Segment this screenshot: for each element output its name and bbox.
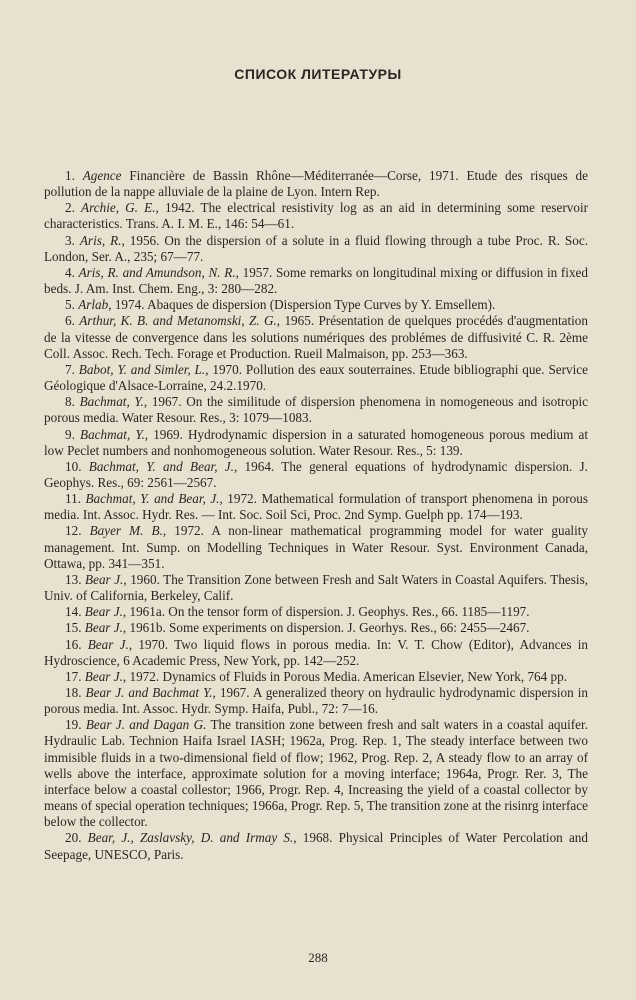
reference-item: [44, 604, 588, 620]
reference-authors: Bear, J., Zaslavsky, D. and Irmay S.: [87, 830, 294, 846]
reference-text: , 1967. On the similitude of dispersion phenomena in nomogeneous and isotropic porous media. Water Resour. Res., 3: 1079—1083.: [44, 394, 588, 426]
reference-number: 14.: [65, 604, 82, 620]
reference-authors: Bear J. and Bachmat Y.: [85, 685, 213, 700]
reference-text: , 1965. Présentation de quelques procédés d'augmentation de la vitesse de convergence dans les solutions numériques des problémes de diffusivité C. R. 2ème Coll. Assoc. Rech. Tech. Forage et Production. Rueil Malmaison, pp. 253—363.: [44, 313, 588, 361]
reference-number: 17.: [65, 668, 82, 684]
reference-item: [44, 830, 588, 862]
reference-text: , 1942. The electrical resistivity log as an aid in determining some reservoir characteristics. Trans. A. I. M. E., 146: 54—61.: [44, 200, 589, 232]
reference-item: [44, 297, 588, 313]
reference-text: , 1970. Pollution des eaux souterraines. Etude bibliographi que. Service Géologique d'Alsace-Lorraine, 24.2.1970.: [44, 361, 588, 394]
reference-item: [44, 685, 588, 717]
reference-item: [44, 394, 588, 426]
reference-text: , 1956. On the dispersion of a solute in a fluid flowing through a tube Proc. R. Soc. London, Ser. A., 235; 67—77.: [44, 232, 589, 264]
reference-number: 10.: [65, 458, 82, 474]
reference-authors: Babot, Y. and Simler, L.: [78, 361, 206, 377]
reference-text: , 1957. Some remarks on longitudinal mixing or diffusion in fixed beds. J. Am. Inst. Chem. Eng., 3: 280—282.: [44, 264, 588, 297]
reference-item: [44, 717, 588, 830]
reference-text: , 1964. The general equations of hydrodynamic dispersion. J. Geophys. Res., 69: 2561—2567.: [44, 458, 588, 490]
reference-text: , 1967. A generalized theory on hydraulic hydrodynamic dispersion in porous media. Int. Assoc. Hydr. Symp. Haifa, Publ., 72: 7—16.: [44, 685, 588, 717]
reference-number: 6.: [65, 313, 75, 329]
reference-text: , 1960. The Transition Zone between Fresh and Salt Waters in Coastal Aquifers. Thesis, Univ. of California, Berkeley, Calif.: [44, 571, 589, 604]
reference-text: The transition zone between fresh and salt waters in a coastal aquifer. Hydraulic Lab. Technion Haifa Israel IASH; 1962a, Prog. Rep. 1, The steady interface between two immisible fluids in a two-dimensional field of flow; 1962, Prog. Rep. 2, A steady flow to an array of wells above the interface, approximate solution for a moving interface; 1964a, Progr. Rer. 3, The interface below a coastal collestor; 1966, Progr. Rep. 4, Increasing the yield of a coastal collector by means of special operation techniques; 1966a, Progr. Rep. 5, The transition zone at the risinrg interface below the collector.: [44, 717, 588, 830]
reference-item: [44, 637, 588, 669]
reference-authors: Bachmat, Y.: [79, 394, 144, 410]
reference-text: , 1970. Two liquid flows in porous media. In: V. T. Chow (Editor), Advances in Hydroscience, 6 Academic Press, New York, pp. 142—252.: [44, 636, 588, 668]
page-title: СПИСОК ЛИТЕРАТУРЫ: [234, 66, 402, 82]
reference-item: [44, 572, 588, 604]
reference-text: , 1969. Hydrodynamic dispersion in a saturated homogeneous porous medium at low Peclet numbers and nonhomogeneous solution. Water Resour. Res., 5: 139.: [44, 426, 589, 458]
reference-number: 3.: [65, 232, 75, 248]
reference-authors: Agence: [82, 168, 122, 183]
reference-number: 15.: [65, 620, 82, 636]
reference-text: , 1972. Mathematical formulation of transport phenomena in porous media. Int. Assoc. Hydr. Res. — Int. Soc. Soil Sci, Proc. 2nd Symp. Guelph pp. 174—193.: [44, 491, 588, 523]
reference-authors: Archie, G. E.: [81, 200, 156, 216]
reference-number: 2.: [65, 200, 75, 216]
reference-number: 4.: [65, 264, 75, 280]
reference-list: [44, 168, 588, 863]
reference-number: 18.: [65, 685, 82, 700]
reference-text: , 1972. Dynamics of Fluids in Porous Media. American Elsevier, New York, 764 pp.: [122, 668, 568, 684]
reference-text: , 1961b. Some experiments on dispersion. J. Georhys. Res., 66: 2455—2467.: [122, 620, 530, 636]
reference-authors: Bear J. and Dagan G.: [85, 717, 207, 733]
reference-text: , 1974. Abaques de dispersion (Dispersion Type Curves by Y. Emsellem).: [108, 297, 496, 313]
reference-number: 5.: [65, 297, 75, 313]
reference-item: [44, 427, 588, 459]
reference-text: , 1968. Physical Principles of Water Percolation and Seepage, UNESCO, Paris.: [44, 830, 588, 862]
reference-number: 12.: [65, 523, 82, 539]
reference-item: [44, 168, 588, 200]
reference-text: , 1961a. On the tensor form of dispersion. J. Geophys. Res., 66. 1185—1197.: [122, 604, 530, 620]
reference-authors: Arthur, K. B. and Metanomski, Z. G.: [79, 313, 277, 329]
reference-item: [44, 620, 588, 636]
reference-authors: Bachmat, Y.: [80, 426, 145, 442]
reference-authors: Bear J.: [85, 571, 124, 587]
reference-item: [44, 200, 588, 232]
reference-item: [44, 491, 588, 523]
reference-item: [44, 265, 588, 297]
reference-number: 16.: [65, 636, 82, 652]
page-number: 288: [308, 950, 328, 965]
reference-number: 13.: [65, 571, 82, 587]
reference-text: Financière de Bassin Rhône—Méditerranée—Corse, 1971. Etude des risques de pollution de la nappe alluviale de la plaine de Lyon. Intern Rep.: [44, 168, 589, 200]
reference-authors: Bear J.: [84, 604, 123, 620]
reference-number: 1.: [65, 168, 75, 183]
reference-authors: Bear J.: [87, 636, 129, 652]
reference-authors: Aris, R. and Amundson, N. R.: [78, 264, 236, 280]
reference-authors: Aris, R.: [79, 232, 122, 248]
reference-item: [44, 362, 588, 394]
reference-number: 9.: [65, 426, 75, 442]
reference-number: 7.: [65, 361, 75, 377]
reference-number: 19.: [65, 717, 82, 733]
reference-authors: Bear J.: [84, 620, 123, 636]
reference-text: , 1972. A non-linear mathematical programming model for water guality management. Int. Sump. on Modelling Techniques in Water Resour. Syst. Environment Canada, Ottawa, pp. 341—351.: [44, 523, 589, 571]
reference-authors: Arlab: [78, 297, 109, 313]
reference-number: 20.: [65, 830, 82, 846]
reference-authors: Bear J.: [84, 668, 123, 684]
reference-item: [44, 313, 588, 361]
reference-item: [44, 523, 588, 571]
reference-authors: Bayer M. B.: [89, 523, 163, 539]
reference-number: 11.: [65, 491, 81, 507]
reference-authors: Bachmat, Y. and Bear, J.: [85, 491, 220, 507]
reference-item: [44, 233, 588, 265]
reference-item: [44, 669, 588, 685]
reference-item: [44, 459, 588, 491]
reference-authors: Bachmat, Y. and Bear, J.: [88, 458, 234, 474]
reference-number: 8.: [65, 394, 75, 410]
